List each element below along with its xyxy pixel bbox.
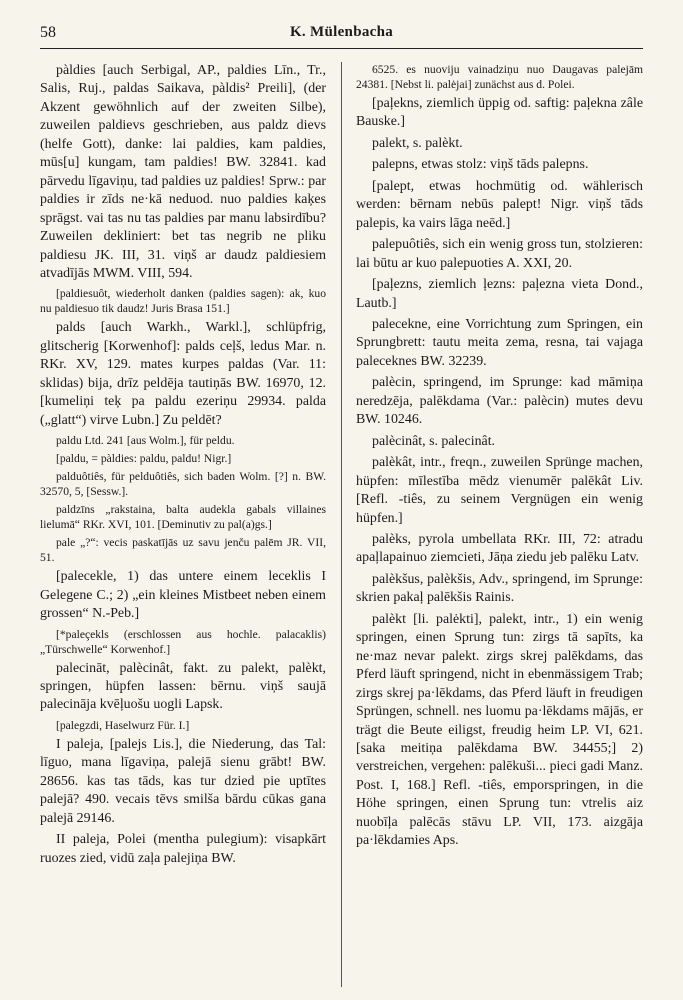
dictionary-entry: palecināt, palècinât, fakt. zu palekt, palèkt, springen, hüpfen lassen: bērnu. viņš saujā palecināja kvēļuošu uogli Lapsk. [40, 660, 326, 713]
dictionary-entry: palds [auch Warkh., Warkl.], schlüpfrig, glitscherig [Korwenhof]: palds ceļš, ledus Mar. n. RKr. XV, 129. mates kurpes paldas (Var. 11: sklidas) bija, drīz peldēja tautiņās BW. 16970, 12. [kumeliņi teķ pa paldu ezeriņu 29934. palda („glatt“) virve Lubn.] Zu peldēt? [40, 320, 326, 428]
dictionary-entry: palekt, s. palèkt. [372, 135, 463, 151]
dictionary-entry: [paļezns, ziemlich ļezns: paļezna vieta Dond., Lautb.] [356, 277, 643, 311]
dictionary-entry: palepns, etwas stolz: viņš tāds palepns. [372, 157, 589, 173]
dictionary-entry: II paleja, Polei (mentha pulegium): visapkārt ruozes zied, vidū zaļa palejiņa BW. [40, 832, 326, 866]
running-head: K. Mülenbacha [289, 24, 394, 40]
dictionary-entry: pale „?“: vecis paskatījās uz savu jenču palēm JR. VII, 51. [40, 536, 326, 565]
dictionary-entry: [*paleçekls (erschlossen aus hochle. palacaklis) „Türschwelle“ Korwenhof.] [40, 627, 326, 656]
dictionary-entry: paldu Ltd. 241 [aus Wolm.], für peldu. [56, 434, 235, 448]
right-column [356, 62, 643, 987]
dictionary-entry: palècin, springend, im Sprunge: kad māmiņa neredzēja, palēkdama (Var.: palècin) mutes devu BW. 10246. [356, 375, 643, 428]
dictionary-entry: palècinât, s. palecinât. [372, 433, 496, 449]
dictionary-entry: 6525. es nuoviju vainadziņu nuo Daugavas palejām 24381. [Nebst li. palėjai] zunächst aus d. Polei. [356, 63, 643, 91]
page-header [40, 24, 643, 49]
dictionary-entry: palduôtiês, für pelduôtiês, sich baden Wolm. [?] n. BW. 32570, 5, [Sessw.]. [40, 470, 326, 499]
dictionary-entry: [paldu, = pàldies: paldu, paldu! Nigr.] [56, 452, 232, 466]
left-column [40, 62, 326, 987]
dictionary-entry: [paldiesuôt, wiederholt danken (paldies sagen): ak, kuo nu paldiesuo tik daudz! Juris Brasa 151.] [40, 287, 326, 316]
dictionary-entry: [paļekns, ziemlich üppig od. saftig: paļekna zâle Bauske.] [356, 96, 643, 130]
dictionary-entry: [palegzdi, Haselwurz Für. I.] [56, 718, 190, 732]
dictionary-entry: palèkt [li. palėkti], palekt, intr., 1) ein wenig springen, einen Sprung tun: zirgs tā sapīts, ka ne·maz nevar palekt. zirgs skrej palēkdams, das Pferd läuft springend, nicht in ebenmässigem Trab; zirgs skrej pa·lēkdams, das Pferd läuft in freudigen Sprüngen, schnell. nes luomu pa·lēkdams mājās, er trägt die Beute eiligst, freudig heim LP. VI, 621. [saka meitiņa palēkdama BW. 34455;] 2) verstreichen, vergehen: palēkuši... pieci gadi Manz. Post. I, 168.] Refl. -tiês, emporspringen, in die Höhe springen, einen Sprung tun: vtrelis aiz nuobīļa palēcās stāvu LP. VII, 173. aizgāja pa·lēkdamies Aps. [356, 611, 643, 849]
dictionary-entry: palèkšus, palèkšis, Adv., springend, im Sprunge: skrien pakaļ palēkšis Rainis. [356, 571, 643, 606]
dictionary-entry: palèkât, intr., freqn., zuweilen Sprünge machen, hüpfen: mīlestība mēdz vienumēr palēkât Liv. [Refl. -tiês, zu seinem Vergnügen ein wenig hüpfen.] [356, 455, 643, 526]
column-divider [341, 62, 342, 987]
dictionary-entry: palecekne, eine Vorrichtung zum Springen, ein Sprungbrett: tautu meita zema, resna, tai vajaga paleceknes BW. 32239. [356, 316, 643, 369]
dictionary-entry: palepuôtiês, sich ein wenig gross tun, stolzieren: lai būtu ar kuo palepuoties A. XXI, 20. [356, 237, 643, 271]
dictionary-entry: paldzīns „rakstaina, balta audekla gabals villaines lielumā“ RKr. XVI, 101. [Deminutiv zu pal(a)gs.] [40, 503, 326, 532]
page-number: 58 [40, 24, 56, 41]
dictionary-entry: pàldies [auch Serbigal, AP., paldies Līn., Tr., Salis, Ruj., paldas Saikava, pàldis² Preili], (der Akzent gewöhnlich auf der zweiten Silbe), zuweilen paldievs geschrieben, aus paldz dievs (helfe Gott), danke: lai paldies, kam paldies, mūs[u] kungam, tam paldies! BW. 32841. kad pārvedu līgaviņu, tad paldies uz paldies! Sprw.: par paldies ir zīds ne·kā neduod. nuo paldies kaķes sprāgst. vai tas nu tas paldies par manu labsirdību? Zuweilen dekliniert: bet tas negrib ne pliku paldiesu JK. III, 31. viņš ar daudz paldiesiem atvadījās MWM. VIII, 594. [40, 63, 326, 281]
dictionary-entry: [palecekle, 1) das untere einem leceklis I Gelegene C.; 2) „ein kleines Mistbeet neben einem grossen“ N.-Peb.] [40, 569, 326, 622]
dictionary-entry: [palept, etwas hochmütig od. wählerisch werden: bērnam nebūs palept! Nigr. viņš tāds palepis, ka vairs lāga neēd.] [356, 178, 643, 231]
dictionary-entry: palèks, pyrola umbellata RKr. III, 72: atradu apaļlapainuo ziemcieti, Jāņa ziedu jeb palēku Latv. [356, 531, 643, 566]
dictionary-entry: I paleja, [palejs Lis.], die Niederung, das Tal: līguo, mana līgaviņa, palejā sienu grābt! BW. 28656. kas tas tāds, kas tur dzied pie uptītes palejā? 490. vecais tēvs smilša bārdu cūkas gana palejā 29146. [40, 736, 326, 826]
